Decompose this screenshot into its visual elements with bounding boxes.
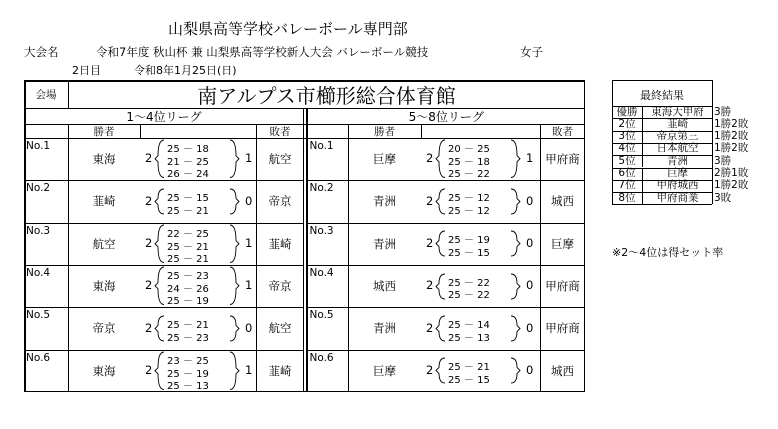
loser-set-count: 0 — [526, 320, 534, 335]
meet-name: 令和7年度 秋山杯 兼 山梨県高等学校新人大会 バレーボール競技 — [96, 45, 429, 59]
score-brackets — [421, 230, 539, 257]
winner-team: 青洲 — [373, 194, 396, 209]
result-team: 東海大甲府 — [651, 105, 704, 118]
loser-team: 帝京 — [268, 194, 292, 209]
match-table — [24, 80, 585, 392]
right-bracket — [511, 316, 520, 341]
winner-team: 航空 — [92, 236, 116, 251]
result-team: 甲府城西 — [656, 179, 699, 192]
results-title: 最終結果 — [640, 89, 684, 102]
loser-set-count: 1 — [245, 151, 253, 166]
set-score: 25 － 21 — [167, 241, 209, 253]
right-bracket — [230, 189, 239, 214]
right-bracket — [230, 267, 239, 305]
results-grid-line — [612, 204, 712, 205]
right-bracket — [230, 352, 239, 390]
loser-set-count: 1 — [245, 362, 253, 377]
result-record: 1勝2敗 — [714, 117, 749, 130]
match-number: No.1 — [26, 140, 51, 152]
loser-set-count: 0 — [526, 362, 534, 377]
right-bracket — [511, 358, 520, 383]
venue-label: 会場 — [35, 88, 57, 101]
set-score: 25 － 22 — [448, 277, 490, 289]
set-score: 25 － 15 — [167, 193, 209, 204]
loser-set-count: 0 — [245, 320, 253, 335]
set-score: 22 － 25 — [167, 229, 209, 241]
set-score: 25 － 12 — [448, 193, 490, 204]
score-brackets — [140, 139, 258, 179]
loser-team: 巨摩 — [551, 236, 574, 251]
league-title-2: 5～8位リーグ — [408, 109, 484, 124]
right-bracket — [511, 274, 520, 299]
winner-team: 帝京 — [92, 321, 116, 336]
winner-header: 勝者 — [374, 125, 395, 138]
result-record: 3勝 — [714, 105, 732, 118]
day-number: 2日目 — [72, 64, 101, 77]
winner-set-count: 2 — [426, 320, 434, 335]
score-brackets — [140, 266, 258, 306]
set-score: 25 － 15 — [448, 247, 490, 259]
right-bracket — [511, 140, 520, 178]
result-team: 韮崎 — [667, 117, 688, 130]
score-brackets — [421, 139, 539, 179]
winner-team: 青洲 — [373, 321, 396, 336]
winner-set-count: 2 — [426, 151, 434, 166]
loser-team: 韮崎 — [268, 363, 292, 378]
result-team: 青洲 — [667, 154, 688, 167]
winner-team: 東海 — [92, 152, 116, 167]
col-line — [140, 124, 141, 138]
left-bracket — [436, 189, 445, 214]
winner-team: 巨摩 — [373, 152, 396, 167]
winner-set-count: 2 — [145, 235, 153, 250]
left-bracket — [155, 316, 164, 341]
loser-set-count: 1 — [245, 235, 253, 250]
loser-set-count: 0 — [245, 193, 253, 208]
score-brackets — [140, 224, 258, 264]
loser-set-count: 0 — [526, 235, 534, 250]
col-line — [421, 124, 422, 138]
match-number: No.3 — [309, 224, 334, 237]
set-score: 25 － 15 — [448, 374, 490, 386]
result-record: 2勝1敗 — [714, 167, 749, 179]
right-bracket — [511, 231, 520, 256]
loser-team: 韮崎 — [268, 236, 292, 251]
winner-set-count: 2 — [145, 362, 153, 377]
result-rank: 8位 — [618, 191, 636, 204]
score-brackets — [421, 315, 539, 342]
set-score: 25 － 12 — [448, 205, 490, 217]
match-number: No.2 — [26, 182, 51, 195]
set-score: 25 － 21 — [167, 205, 209, 217]
left-bracket — [155, 140, 164, 178]
event-date: 令和8年1月25日(日) — [134, 64, 237, 77]
loser-set-count: 1 — [526, 151, 534, 166]
result-rank: 6位 — [618, 167, 636, 179]
left-bracket — [155, 225, 164, 263]
results-grid-line — [612, 80, 712, 81]
right-bracket — [511, 189, 520, 214]
score-brackets — [140, 351, 258, 391]
winner-set-count: 2 — [426, 362, 434, 377]
set-score: 25 － 19 — [448, 235, 490, 247]
match-number: No.4 — [26, 267, 51, 279]
set-score: 25 － 13 — [448, 332, 490, 344]
loser-set-count: 0 — [526, 193, 534, 208]
set-score: 25 － 13 — [167, 381, 209, 393]
result-record: 3敗 — [714, 191, 732, 204]
winner-set-count: 2 — [145, 193, 153, 208]
match-number: No.6 — [309, 351, 334, 364]
set-score: 25 － 21 — [167, 320, 209, 331]
meet-label: 大会名 — [24, 45, 59, 59]
result-record: 3勝 — [714, 154, 732, 167]
set-score: 26 － 24 — [167, 169, 209, 181]
left-bracket — [155, 352, 164, 390]
right-bracket — [230, 316, 239, 341]
loser-team: 航空 — [268, 321, 292, 336]
loser-team: 甲府商 — [545, 279, 580, 294]
winner-team: 東海 — [92, 363, 116, 378]
set-score: 25 － 19 — [167, 368, 209, 380]
winner-team: 巨摩 — [373, 363, 396, 378]
result-record: 1勝2敗 — [714, 179, 749, 192]
winner-header: 勝者 — [93, 125, 115, 138]
loser-team: 帝京 — [268, 279, 292, 294]
match-number: No.5 — [26, 309, 51, 322]
match-number: No.2 — [309, 182, 334, 195]
loser-set-count: 0 — [526, 278, 534, 293]
set-score: 25 － 21 — [167, 254, 209, 266]
set-score: 24 － 26 — [167, 283, 209, 295]
right-bracket — [230, 140, 239, 178]
winner-team: 青洲 — [373, 236, 396, 251]
winner-set-count: 2 — [145, 320, 153, 335]
match-number: No.5 — [309, 309, 334, 322]
loser-set-count: 1 — [245, 278, 253, 293]
left-bracket — [436, 274, 445, 299]
left-bracket — [436, 140, 445, 178]
set-score: 25 － 18 — [167, 144, 209, 156]
result-rank: 7位 — [618, 179, 636, 192]
result-record: 1勝2敗 — [714, 130, 749, 143]
left-bracket — [155, 189, 164, 214]
match-number: No.1 — [309, 140, 334, 152]
set-score: 20 － 25 — [448, 144, 490, 156]
result-team: 巨摩 — [667, 167, 688, 179]
organization-title: 山梨県高等学校バレーボール専門部 — [168, 20, 408, 38]
loser-team: 甲府商 — [545, 152, 580, 167]
set-score: 25 － 18 — [448, 156, 490, 168]
loser-header: 敗者 — [552, 125, 573, 138]
score-brackets — [140, 188, 258, 215]
winner-team: 東海 — [92, 279, 116, 294]
results-grid-line — [712, 80, 713, 204]
winner-team: 城西 — [373, 279, 396, 294]
winner-set-count: 2 — [426, 235, 434, 250]
left-bracket — [436, 358, 445, 383]
set-score: 21 － 25 — [167, 156, 209, 168]
set-score: 25 － 22 — [448, 290, 490, 302]
result-rank: 5位 — [618, 154, 636, 167]
result-record: 1勝2敗 — [714, 142, 749, 155]
score-brackets — [140, 315, 258, 342]
league-title-1: 1～4位リーグ — [126, 109, 202, 124]
results-note: ※2～4位は得セット率 — [612, 246, 724, 259]
result-rank: 優勝 — [616, 105, 638, 118]
venue-name: 南アルプス市櫛形総合体育館 — [197, 83, 456, 108]
set-score: 25 － 23 — [167, 271, 209, 283]
match-number: No.3 — [26, 224, 51, 237]
winner-set-count: 2 — [426, 278, 434, 293]
loser-header: 敗者 — [269, 125, 291, 138]
winner-set-count: 2 — [145, 151, 153, 166]
right-bracket — [230, 225, 239, 263]
result-rank: 3位 — [618, 130, 636, 143]
result-rank: 4位 — [618, 142, 636, 155]
gender: 女子 — [520, 45, 543, 59]
winner-team: 韮崎 — [92, 194, 116, 209]
loser-team: 城西 — [551, 194, 574, 209]
set-score: 25 － 23 — [167, 332, 209, 344]
loser-team: 甲府商 — [545, 321, 580, 336]
loser-team: 城西 — [551, 363, 574, 378]
set-score: 25 － 14 — [448, 320, 490, 331]
set-score: 25 － 21 — [448, 362, 490, 374]
set-score: 25 － 22 — [448, 169, 490, 181]
result-team: 帝京第三 — [656, 130, 699, 143]
result-rank: 2位 — [618, 117, 636, 130]
set-score: 23 － 25 — [167, 356, 209, 368]
winner-set-count: 2 — [145, 278, 153, 293]
result-team: 甲府商業 — [656, 191, 699, 204]
result-team: 日本航空 — [656, 142, 699, 155]
score-brackets — [421, 273, 539, 300]
match-number: No.4 — [309, 267, 334, 279]
score-brackets — [421, 357, 539, 384]
set-score: 25 － 19 — [167, 296, 209, 308]
score-brackets — [421, 188, 539, 215]
left-bracket — [436, 231, 445, 256]
winner-set-count: 2 — [426, 193, 434, 208]
loser-team: 航空 — [268, 152, 292, 167]
left-bracket — [155, 267, 164, 305]
match-number: No.6 — [26, 351, 51, 364]
left-bracket — [436, 316, 445, 341]
